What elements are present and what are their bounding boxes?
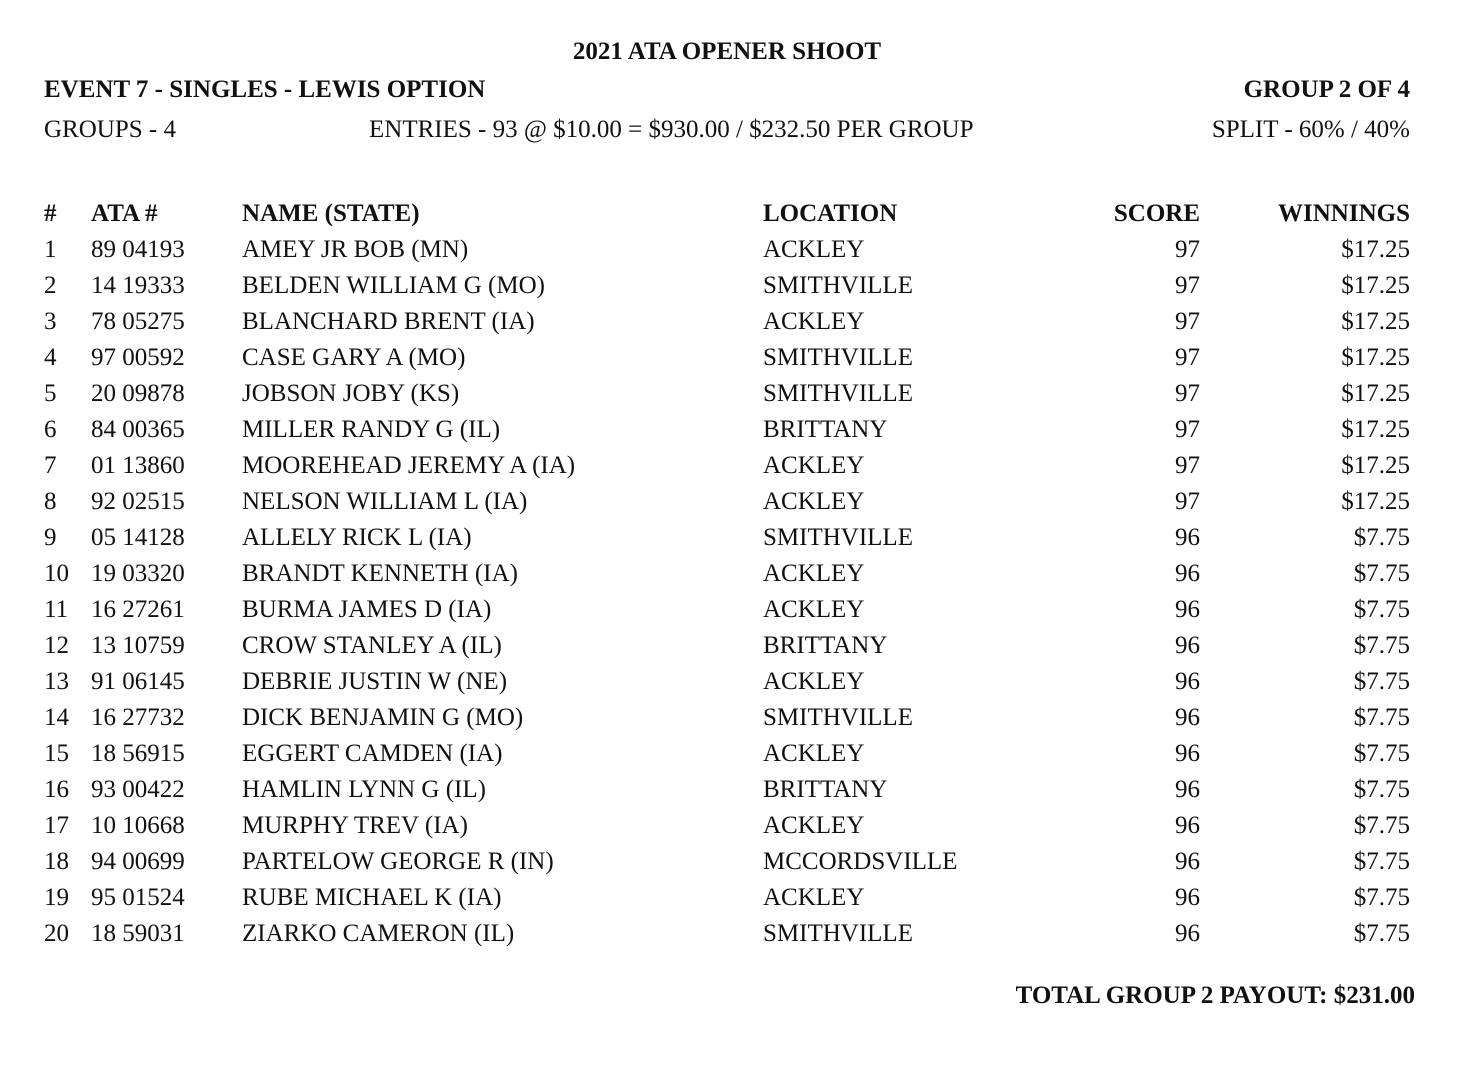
cell-winnings: $7.75 [1353,740,1410,767]
cell-name-state: CASE GARY A (MO) [242,344,466,371]
cell-winnings: $17.25 [1341,236,1410,263]
cell-ata-number: 93 00422 [91,776,185,803]
cell-name-state: BELDEN WILLIAM G (MO) [242,272,545,299]
cell-winnings: $17.25 [1341,488,1410,515]
cell-location: SMITHVILLE [763,380,913,407]
header-rank: # [44,200,57,227]
cell-winnings: $17.25 [1341,452,1410,479]
cell-rank: 20 [44,920,69,947]
table-row [44,592,1410,628]
table-row [44,880,1410,916]
header-location: LOCATION [763,200,898,227]
cell-rank: 7 [44,452,57,479]
cell-rank: 2 [44,272,57,299]
cell-winnings: $7.75 [1353,632,1410,659]
table-row [44,700,1410,736]
table-row [44,232,1410,268]
cell-name-state: CROW STANLEY A (IL) [242,632,502,659]
cell-score: 96 [1175,740,1200,767]
cell-score: 96 [1175,632,1200,659]
cell-ata-number: 05 14128 [91,524,185,551]
cell-score: 96 [1175,920,1200,947]
payout-split: SPLIT - 60% / 40% [1211,116,1410,143]
results-body [44,232,1410,952]
cell-ata-number: 14 19333 [91,272,185,299]
cell-score: 96 [1175,848,1200,875]
cell-winnings: $7.75 [1353,884,1410,911]
cell-rank: 13 [44,668,69,695]
cell-ata-number: 01 13860 [91,452,185,479]
cell-ata-number: 18 56915 [91,740,185,767]
table-row [44,268,1410,304]
entries-summary: ENTRIES - 93 @ $10.00 = $930.00 / $232.50 PER GROUP [369,116,974,143]
cell-ata-number: 97 00592 [91,344,185,371]
table-row [44,304,1410,340]
cell-winnings: $7.75 [1353,704,1410,731]
cell-name-state: ZIARKO CAMERON (IL) [242,920,515,947]
cell-score: 97 [1175,344,1200,371]
cell-location: MCCORDSVILLE [763,848,958,875]
table-row [44,520,1410,556]
cell-name-state: AMEY JR BOB (MN) [242,236,469,263]
cell-ata-number: 20 09878 [91,380,185,407]
cell-name-state: DEBRIE JUSTIN W (NE) [242,668,508,695]
cell-name-state: BURMA JAMES D (IA) [242,596,492,623]
cell-ata-number: 95 01524 [91,884,185,911]
cell-score: 96 [1175,596,1200,623]
results-table [44,196,1410,952]
table-row [44,448,1410,484]
cell-rank: 17 [44,812,69,839]
cell-location: BRITTANY [763,776,888,803]
cell-location: ACKLEY [763,884,865,911]
cell-location: SMITHVILLE [763,704,913,731]
total-payout: TOTAL GROUP 2 PAYOUT: $231.00 [1015,982,1415,1009]
cell-score: 96 [1175,812,1200,839]
cell-location: BRITTANY [763,632,888,659]
cell-name-state: MURPHY TREV (IA) [242,812,468,839]
cell-location: SMITHVILLE [763,272,913,299]
cell-location: SMITHVILLE [763,344,913,371]
cell-ata-number: 13 10759 [91,632,185,659]
table-row [44,484,1410,520]
cell-rank: 1 [44,236,57,263]
table-row [44,772,1410,808]
cell-rank: 12 [44,632,69,659]
cell-location: ACKLEY [763,308,865,335]
cell-rank: 3 [44,308,57,335]
cell-name-state: DICK BENJAMIN G (MO) [242,704,524,731]
cell-rank: 5 [44,380,57,407]
cell-name-state: MILLER RANDY G (IL) [242,416,501,443]
table-header-row [44,196,1410,232]
cell-ata-number: 84 00365 [91,416,185,443]
cell-name-state: JOBSON JOBY (KS) [242,380,460,407]
document-title: 2021 ATA OPENER SHOOT [572,38,882,65]
cell-winnings: $7.75 [1353,560,1410,587]
table-row [44,412,1410,448]
cell-rank: 4 [44,344,57,371]
cell-ata-number: 94 00699 [91,848,185,875]
cell-score: 96 [1175,884,1200,911]
cell-rank: 19 [44,884,69,911]
cell-score: 97 [1175,488,1200,515]
cell-location: ACKLEY [763,740,865,767]
cell-rank: 18 [44,848,69,875]
cell-rank: 16 [44,776,69,803]
header-name-state: NAME (STATE) [242,200,420,227]
cell-winnings: $7.75 [1353,812,1410,839]
cell-ata-number: 16 27732 [91,704,185,731]
cell-rank: 10 [44,560,69,587]
table-row [44,376,1410,412]
cell-name-state: PARTELOW GEORGE R (IN) [242,848,554,875]
table-row [44,844,1410,880]
cell-name-state: RUBE MICHAEL K (IA) [242,884,502,911]
table-row [44,340,1410,376]
cell-name-state: HAMLIN LYNN G (IL) [242,776,486,803]
cell-score: 96 [1175,704,1200,731]
cell-location: ACKLEY [763,452,865,479]
cell-ata-number: 19 03320 [91,560,185,587]
cell-rank: 15 [44,740,69,767]
cell-score: 97 [1175,272,1200,299]
cell-rank: 6 [44,416,57,443]
header-winnings: WINNINGS [1278,200,1410,227]
cell-ata-number: 89 04193 [91,236,185,263]
cell-name-state: ALLELY RICK L (IA) [242,524,472,551]
cell-score: 96 [1175,560,1200,587]
cell-score: 97 [1175,452,1200,479]
cell-score: 97 [1175,380,1200,407]
cell-location: ACKLEY [763,668,865,695]
table-row [44,808,1410,844]
table-row [44,916,1410,952]
cell-name-state: NELSON WILLIAM L (IA) [242,488,528,515]
cell-location: BRITTANY [763,416,888,443]
cell-location: SMITHVILLE [763,920,913,947]
cell-ata-number: 18 59031 [91,920,185,947]
cell-location: SMITHVILLE [763,524,913,551]
cell-name-state: MOOREHEAD JEREMY A (IA) [242,452,576,479]
cell-score: 97 [1175,236,1200,263]
cell-rank: 8 [44,488,57,515]
header-score: SCORE [1113,200,1200,227]
cell-winnings: $17.25 [1341,416,1410,443]
cell-winnings: $7.75 [1353,524,1410,551]
cell-score: 97 [1175,416,1200,443]
cell-score: 96 [1175,524,1200,551]
table-row [44,664,1410,700]
cell-winnings: $7.75 [1353,920,1410,947]
cell-location: ACKLEY [763,560,865,587]
cell-rank: 11 [44,596,69,623]
groups-count: GROUPS - 4 [44,116,176,143]
cell-location: ACKLEY [763,812,865,839]
event-title: EVENT 7 - SINGLES - LEWIS OPTION [44,76,486,103]
table-row [44,736,1410,772]
header-ata-number: ATA # [91,200,158,227]
cell-winnings: $17.25 [1341,308,1410,335]
table-row [44,556,1410,592]
cell-ata-number: 92 02515 [91,488,185,515]
cell-winnings: $7.75 [1353,848,1410,875]
cell-score: 96 [1175,668,1200,695]
cell-location: ACKLEY [763,236,865,263]
cell-ata-number: 10 10668 [91,812,185,839]
cell-name-state: BLANCHARD BRENT (IA) [242,308,535,335]
group-label: GROUP 2 OF 4 [1243,76,1410,103]
cell-ata-number: 16 27261 [91,596,185,623]
cell-rank: 14 [44,704,69,731]
cell-location: ACKLEY [763,488,865,515]
cell-winnings: $7.75 [1353,596,1410,623]
cell-score: 97 [1175,308,1200,335]
cell-ata-number: 78 05275 [91,308,185,335]
cell-ata-number: 91 06145 [91,668,185,695]
cell-winnings: $7.75 [1353,776,1410,803]
cell-rank: 9 [44,524,57,551]
cell-location: ACKLEY [763,596,865,623]
cell-winnings: $17.25 [1341,380,1410,407]
cell-winnings: $17.25 [1341,344,1410,371]
cell-score: 96 [1175,776,1200,803]
table-row [44,628,1410,664]
cell-winnings: $7.75 [1353,668,1410,695]
cell-name-state: BRANDT KENNETH (IA) [242,560,518,587]
cell-name-state: EGGERT CAMDEN (IA) [242,740,503,767]
cell-winnings: $17.25 [1341,272,1410,299]
